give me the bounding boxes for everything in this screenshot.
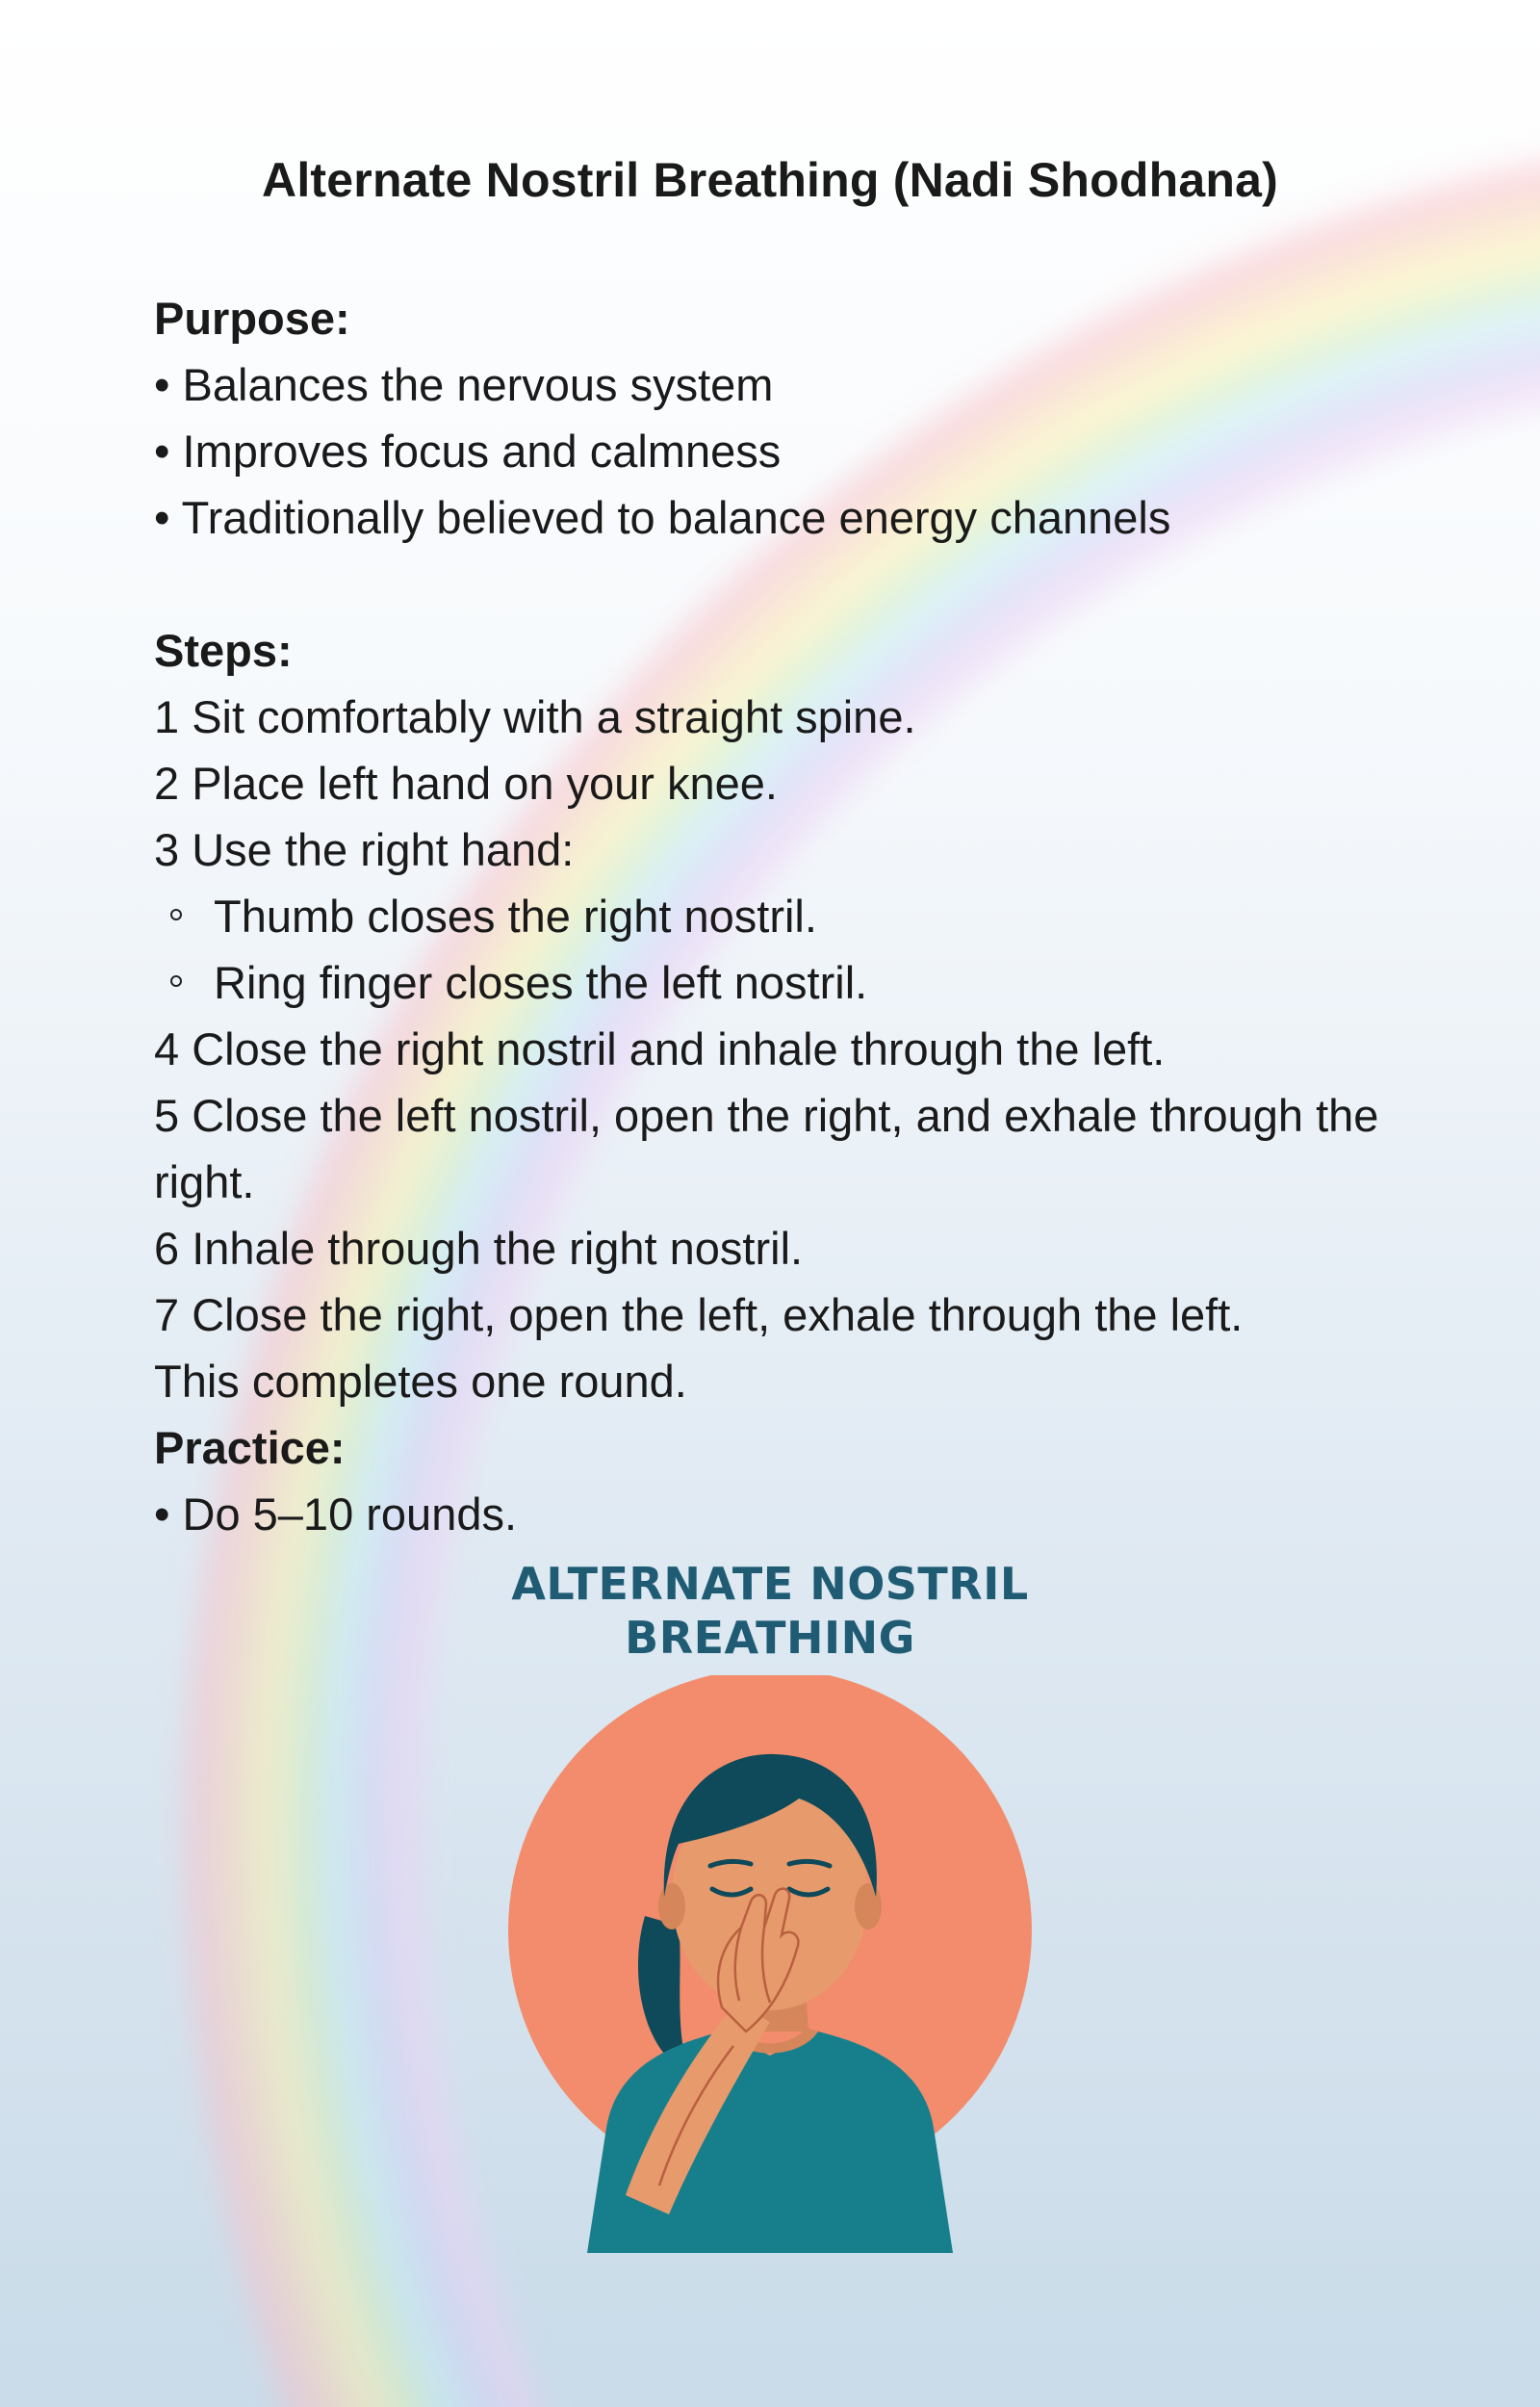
- woman-breathing-icon: [481, 1675, 1059, 2253]
- step-7: 7 Close the right, open the left, exhale through the left.: [154, 1289, 1244, 1340]
- illustration-title-line1: ALTERNATE NOSTRIL: [511, 1558, 1029, 1610]
- round-note: This completes one round.: [154, 1356, 687, 1407]
- page-title: Alternate Nostril Breathing (Nadi Shodhana): [262, 153, 1278, 207]
- section-spacer: [154, 551, 1405, 617]
- purpose-item: • Balances the nervous system: [154, 359, 774, 410]
- step-3: 3 Use the right hand:: [154, 824, 575, 875]
- sub-item-text: Ring finger closes the left nostril.: [214, 957, 868, 1008]
- step-2: 2 Place left hand on your knee.: [154, 758, 778, 809]
- step-3-sub-item: [154, 949, 1405, 1016]
- practice-heading: Practice:: [154, 1422, 346, 1473]
- content: [154, 285, 1405, 1547]
- breathing-illustration: [481, 1550, 1059, 2253]
- practice-item: • Do 5–10 rounds.: [154, 1488, 518, 1540]
- step-3-sub-item: [154, 883, 1405, 949]
- illustration-title-line2: BREATHING: [625, 1612, 915, 1664]
- purpose-item: • Traditionally believed to balance energy channels: [154, 492, 1171, 543]
- step-4: 4 Close the right nostril and inhale through the left.: [154, 1023, 1166, 1074]
- step-1: 1 Sit comfortably with a straight spine.: [154, 691, 916, 742]
- step-6: 6 Inhale through the right nostril.: [154, 1223, 804, 1274]
- steps-heading: Steps:: [154, 625, 293, 676]
- sub-item-text: Thumb closes the right nostril.: [214, 891, 817, 942]
- circle-bullet-icon: [170, 909, 182, 920]
- circle-bullet-icon: [170, 975, 182, 987]
- step-5: 5 Close the left nostril, open the right, and exhale through the right.: [154, 1090, 1379, 1207]
- purpose-item: • Improves focus and calmness: [154, 426, 782, 477]
- purpose-heading: Purpose:: [154, 293, 350, 344]
